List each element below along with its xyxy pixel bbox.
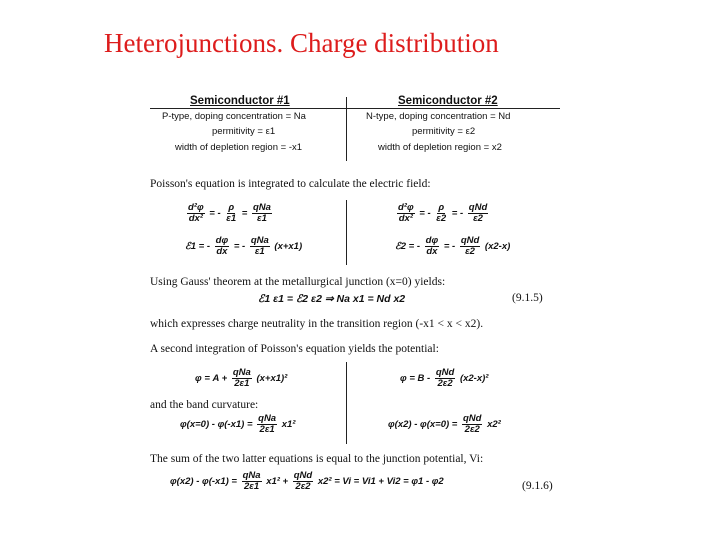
sum-text: The sum of the two latter equations is equal to the junction potential, Vi: [150, 453, 484, 465]
sc1-depletion: width of depletion region = -x1 [175, 142, 303, 153]
right-band-eq: φ(x2) - φ(x=0) = $\frac{\text{qNd}}{2\varepsilon 2}$ x2² [388, 413, 501, 435]
sc2-doping: N-type, doping concentration = Nd [366, 111, 511, 122]
sum-eq: φ(x2) - φ(-x1) = $\frac{\text{qNa}}{2\varepsilon 1}$ x1² + $\frac{\text{qNd}}{2\varepsilon 2}$ x2² = Vi = Vi1 + Vi2 = φ1 - φ2 [170, 470, 444, 492]
sc1-permittivity: permitivity = ε1 [212, 126, 276, 137]
sc2-header: Semiconductor #2 [398, 95, 498, 107]
sc1-doping: P-type, doping concentration = Na [162, 111, 306, 122]
eq-number-9-1-5: (9.1.5) [512, 292, 543, 304]
left-poisson-eq: $\frac{\text{d²φ}}{\text{dx²}}$ = - $\frac{\rho}{\varepsilon 1}$ = $\frac{\text{qNa}}{\varepsilon 1}$ [188, 202, 271, 224]
right-field-eq: ℰ2 = - $\frac{d\varphi}{dx}$ = - $\frac{\text{qNd}}{\varepsilon 2}$ (x2-x) [395, 235, 511, 257]
poisson-intro: Poisson's equation is integrated to calculate the electric field: [150, 178, 431, 190]
left-band-eq: φ(x=0) - φ(-x1) = $\frac{\text{qNa}}{2\varepsilon 1}$ x1² [180, 413, 296, 435]
right-potential-eq: φ = B - $\frac{\text{qNd}}{2\varepsilon 2}$ (x2-x)² [400, 367, 489, 389]
neutrality-text: which expresses charge neutrality in the transition region (-x1 < x < x2). [150, 318, 484, 330]
gauss-intro: Using Gauss' theorem at the metallurgical junction (x=0) yields: [150, 276, 446, 288]
table-divider [346, 97, 347, 161]
eq-number-9-1-6: (9.1.6) [522, 480, 553, 492]
sc2-permittivity: permitivity = ε2 [412, 126, 476, 137]
slide-title: Heterojunctions. Charge distribution [104, 28, 499, 58]
left-potential-eq: φ = A + $\frac{\text{qNa}}{2\varepsilon 1}$ (x+x1)² [195, 367, 288, 389]
right-poisson-eq: $\frac{\text{d²φ}}{\text{dx²}}$ = - $\frac{\rho}{\varepsilon 2}$ = - $\frac{\text{qNd}}{\varepsilon 2}$ [398, 202, 488, 224]
eq-divider-2 [346, 362, 347, 444]
sc2-depletion: width of depletion region = x2 [378, 142, 502, 153]
table-top-rule [150, 108, 560, 109]
gauss-eq: ℰ1 ε1 = ℰ2 ε2 ⇒ Na x1 = Nd x2 [258, 293, 406, 305]
band-curvature-text: and the band curvature: [150, 399, 259, 411]
left-field-eq: ℰ1 = - $\frac{d\varphi}{dx}$ = - $\frac{\text{qNa}}{\varepsilon 1}$ (x+x1) [185, 235, 303, 257]
second-integration-text: A second integration of Poisson's equation yields the potential: [150, 343, 439, 355]
sc1-header: Semiconductor #1 [190, 95, 290, 107]
eq-divider-1 [346, 200, 347, 265]
